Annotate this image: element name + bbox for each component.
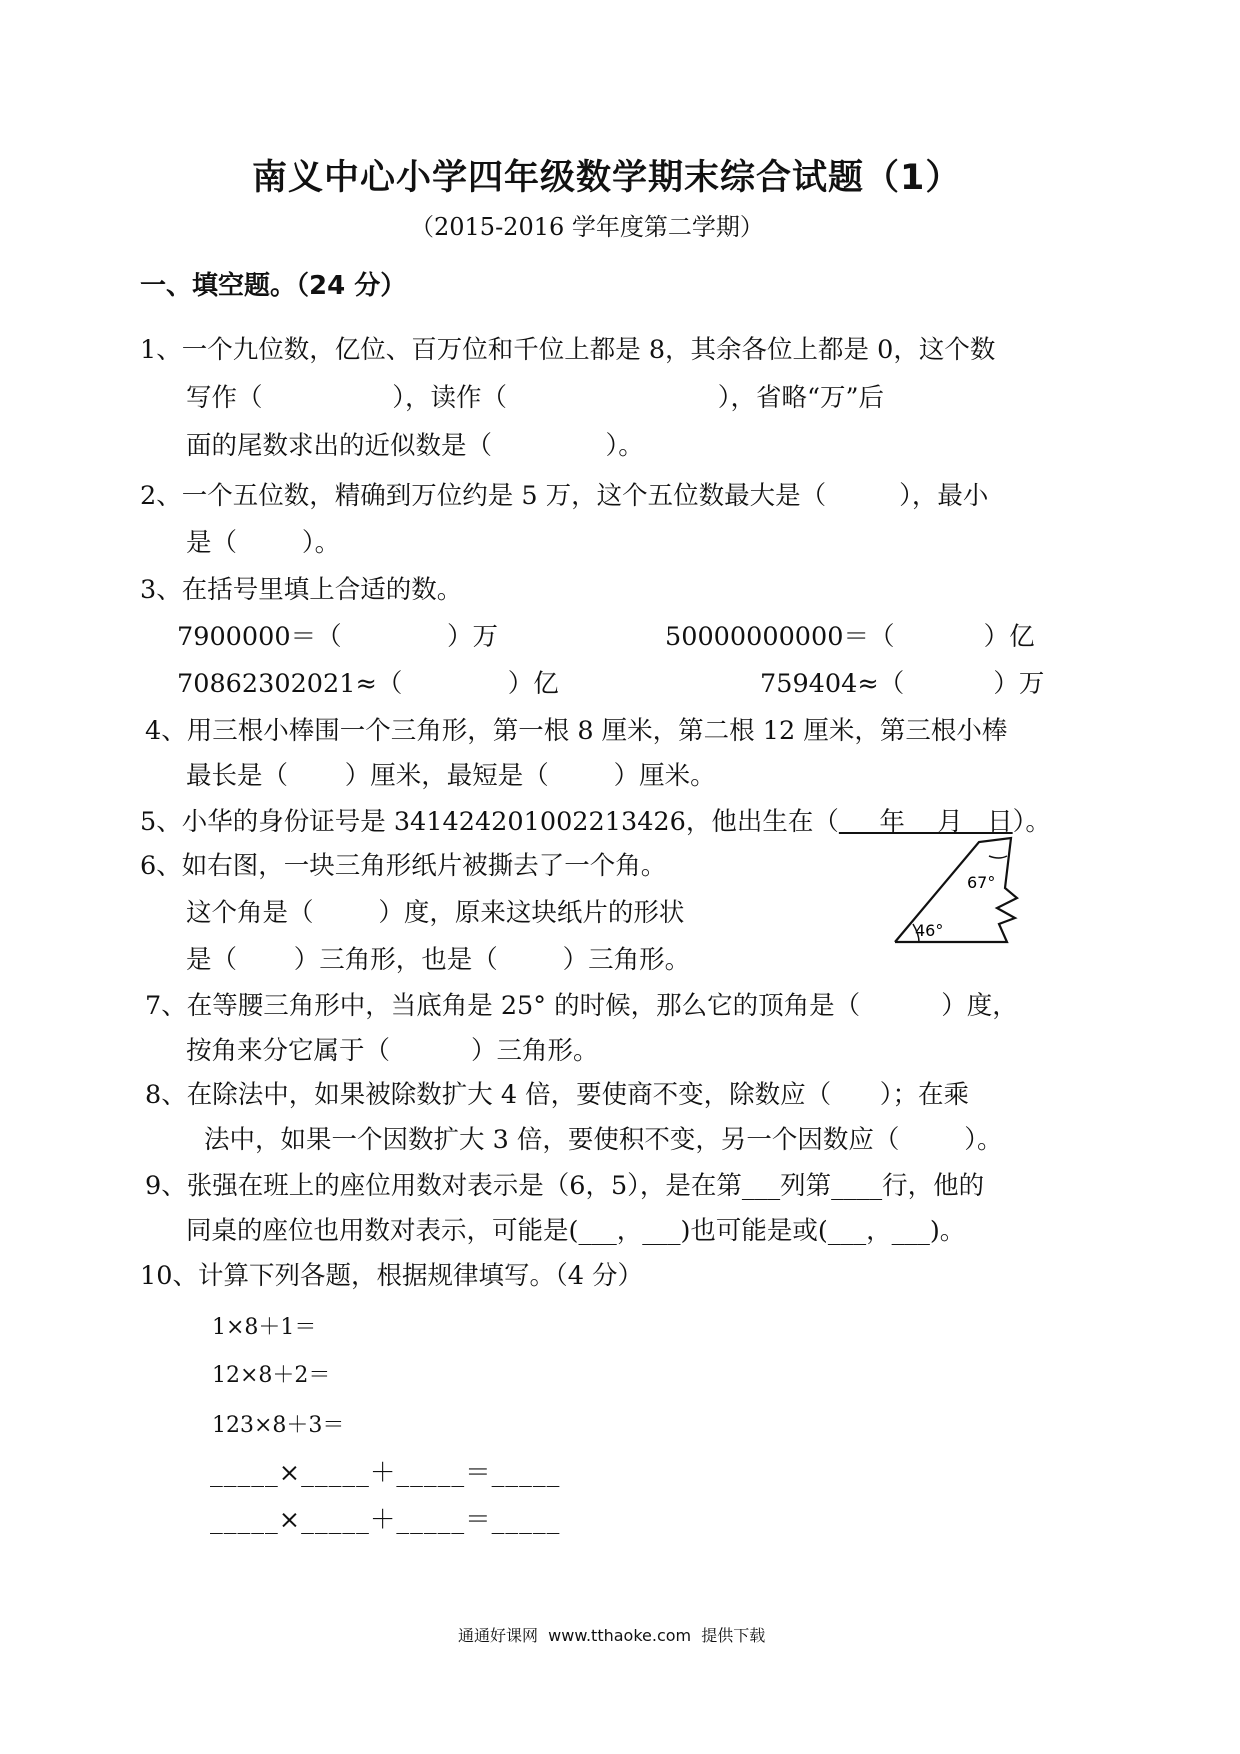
question-3-item-d: 759404≈（ ）万 xyxy=(760,669,1045,699)
section-heading: 一、填空题。（24 分） xyxy=(140,271,407,301)
angle-label-top: 67° xyxy=(967,873,996,892)
question-8-line-1: 8、在除法中，如果被除数扩大 4 倍，要使商不变，除数应（ ）；在乘 xyxy=(145,1080,970,1110)
question-2-line-1: 2、一个五位数，精确到万位约是 5 万，这个五位数最大是（ ），最小 xyxy=(140,481,989,511)
question-10-line-1: 10、计算下列各题，根据规律填写。（4 分） xyxy=(140,1261,644,1291)
question-8-line-2: 法中，如果一个因数扩大 3 倍，要使积不变，另一个因数应（ ）。 xyxy=(204,1125,1003,1155)
question-3-item-b: 50000000000＝（ ）亿 xyxy=(665,622,1035,652)
page-title: 南义中心小学四年级数学期末综合试题（1） xyxy=(252,158,962,198)
calc-blank-2: _____×_____＋_____＝_____ xyxy=(210,1505,561,1535)
question-7-line-1: 7、在等腰三角形中，当底角是 25° 的时候，那么它的顶角是（ ）度， xyxy=(145,991,1018,1021)
question-4-line-2: 最长是（ ）厘米，最短是（ ）厘米。 xyxy=(186,761,716,791)
calc-1: 1×8＋1＝ xyxy=(212,1315,317,1340)
question-3-item-a: 7900000＝（ ）万 xyxy=(177,622,498,652)
calc-3: 123×8＋3＝ xyxy=(212,1413,345,1438)
question-9-line-1: 9、张强在班上的座位用数对表示是（6，5），是在第___列第____行，他的 xyxy=(145,1171,985,1201)
question-3-item-c: 70862302021≈（ ）亿 xyxy=(177,669,559,699)
footer-credit: 通通好课网 www.tthaoke.com 提供下载 xyxy=(458,1626,766,1645)
angle-label-left: 46° xyxy=(915,921,944,940)
torn-triangle-figure xyxy=(885,812,1045,952)
angle-arc-top xyxy=(989,856,1007,858)
question-1-line-3: 面的尾数求出的近似数是（ ）。 xyxy=(186,431,644,461)
question-6-line-1: 6、如右图，一块三角形纸片被撕去了一个角。 xyxy=(140,851,667,881)
question-6-line-2: 这个角是（ ）度，原来这块纸片的形状 xyxy=(186,898,685,928)
calc-2: 12×8＋2＝ xyxy=(212,1363,331,1388)
triangle-outline xyxy=(895,838,1017,942)
question-2-line-2: 是（ ）。 xyxy=(186,528,341,558)
question-4-line-1: 4、用三根小棒围一个三角形，第一根 8 厘米，第二根 12 厘米，第三根小棒 xyxy=(145,716,1008,746)
question-3-line-1: 3、在括号里填上合适的数。 xyxy=(140,575,463,605)
calc-blank-1: _____×_____＋_____＝_____ xyxy=(210,1458,561,1488)
question-5-birth-date-blank: 年 月 日 xyxy=(838,807,1013,837)
question-9-line-2: 同桌的座位也用数对表示，可能是(___，___)也可能是或(___，___)。 xyxy=(186,1216,966,1246)
question-5-suffix: ）。 xyxy=(1012,807,1051,837)
page-subtitle: （2015-2016 学年度第二学期） xyxy=(410,213,764,241)
question-6-line-3: 是（ ）三角形，也是（ ）三角形。 xyxy=(186,945,691,975)
question-1-line-1: 1、一个九位数，亿位、百万位和千位上都是 8，其余各位上都是 0，这个数 xyxy=(140,335,996,365)
question-5-prefix: 5、小华的身份证号是 341424201002213426，他出生在（ xyxy=(140,807,839,837)
question-7-line-2: 按角来分它属于（ ）三角形。 xyxy=(186,1036,599,1066)
question-1-line-2: 写作（ ），读作（ ），省略“万”后 xyxy=(186,383,885,413)
